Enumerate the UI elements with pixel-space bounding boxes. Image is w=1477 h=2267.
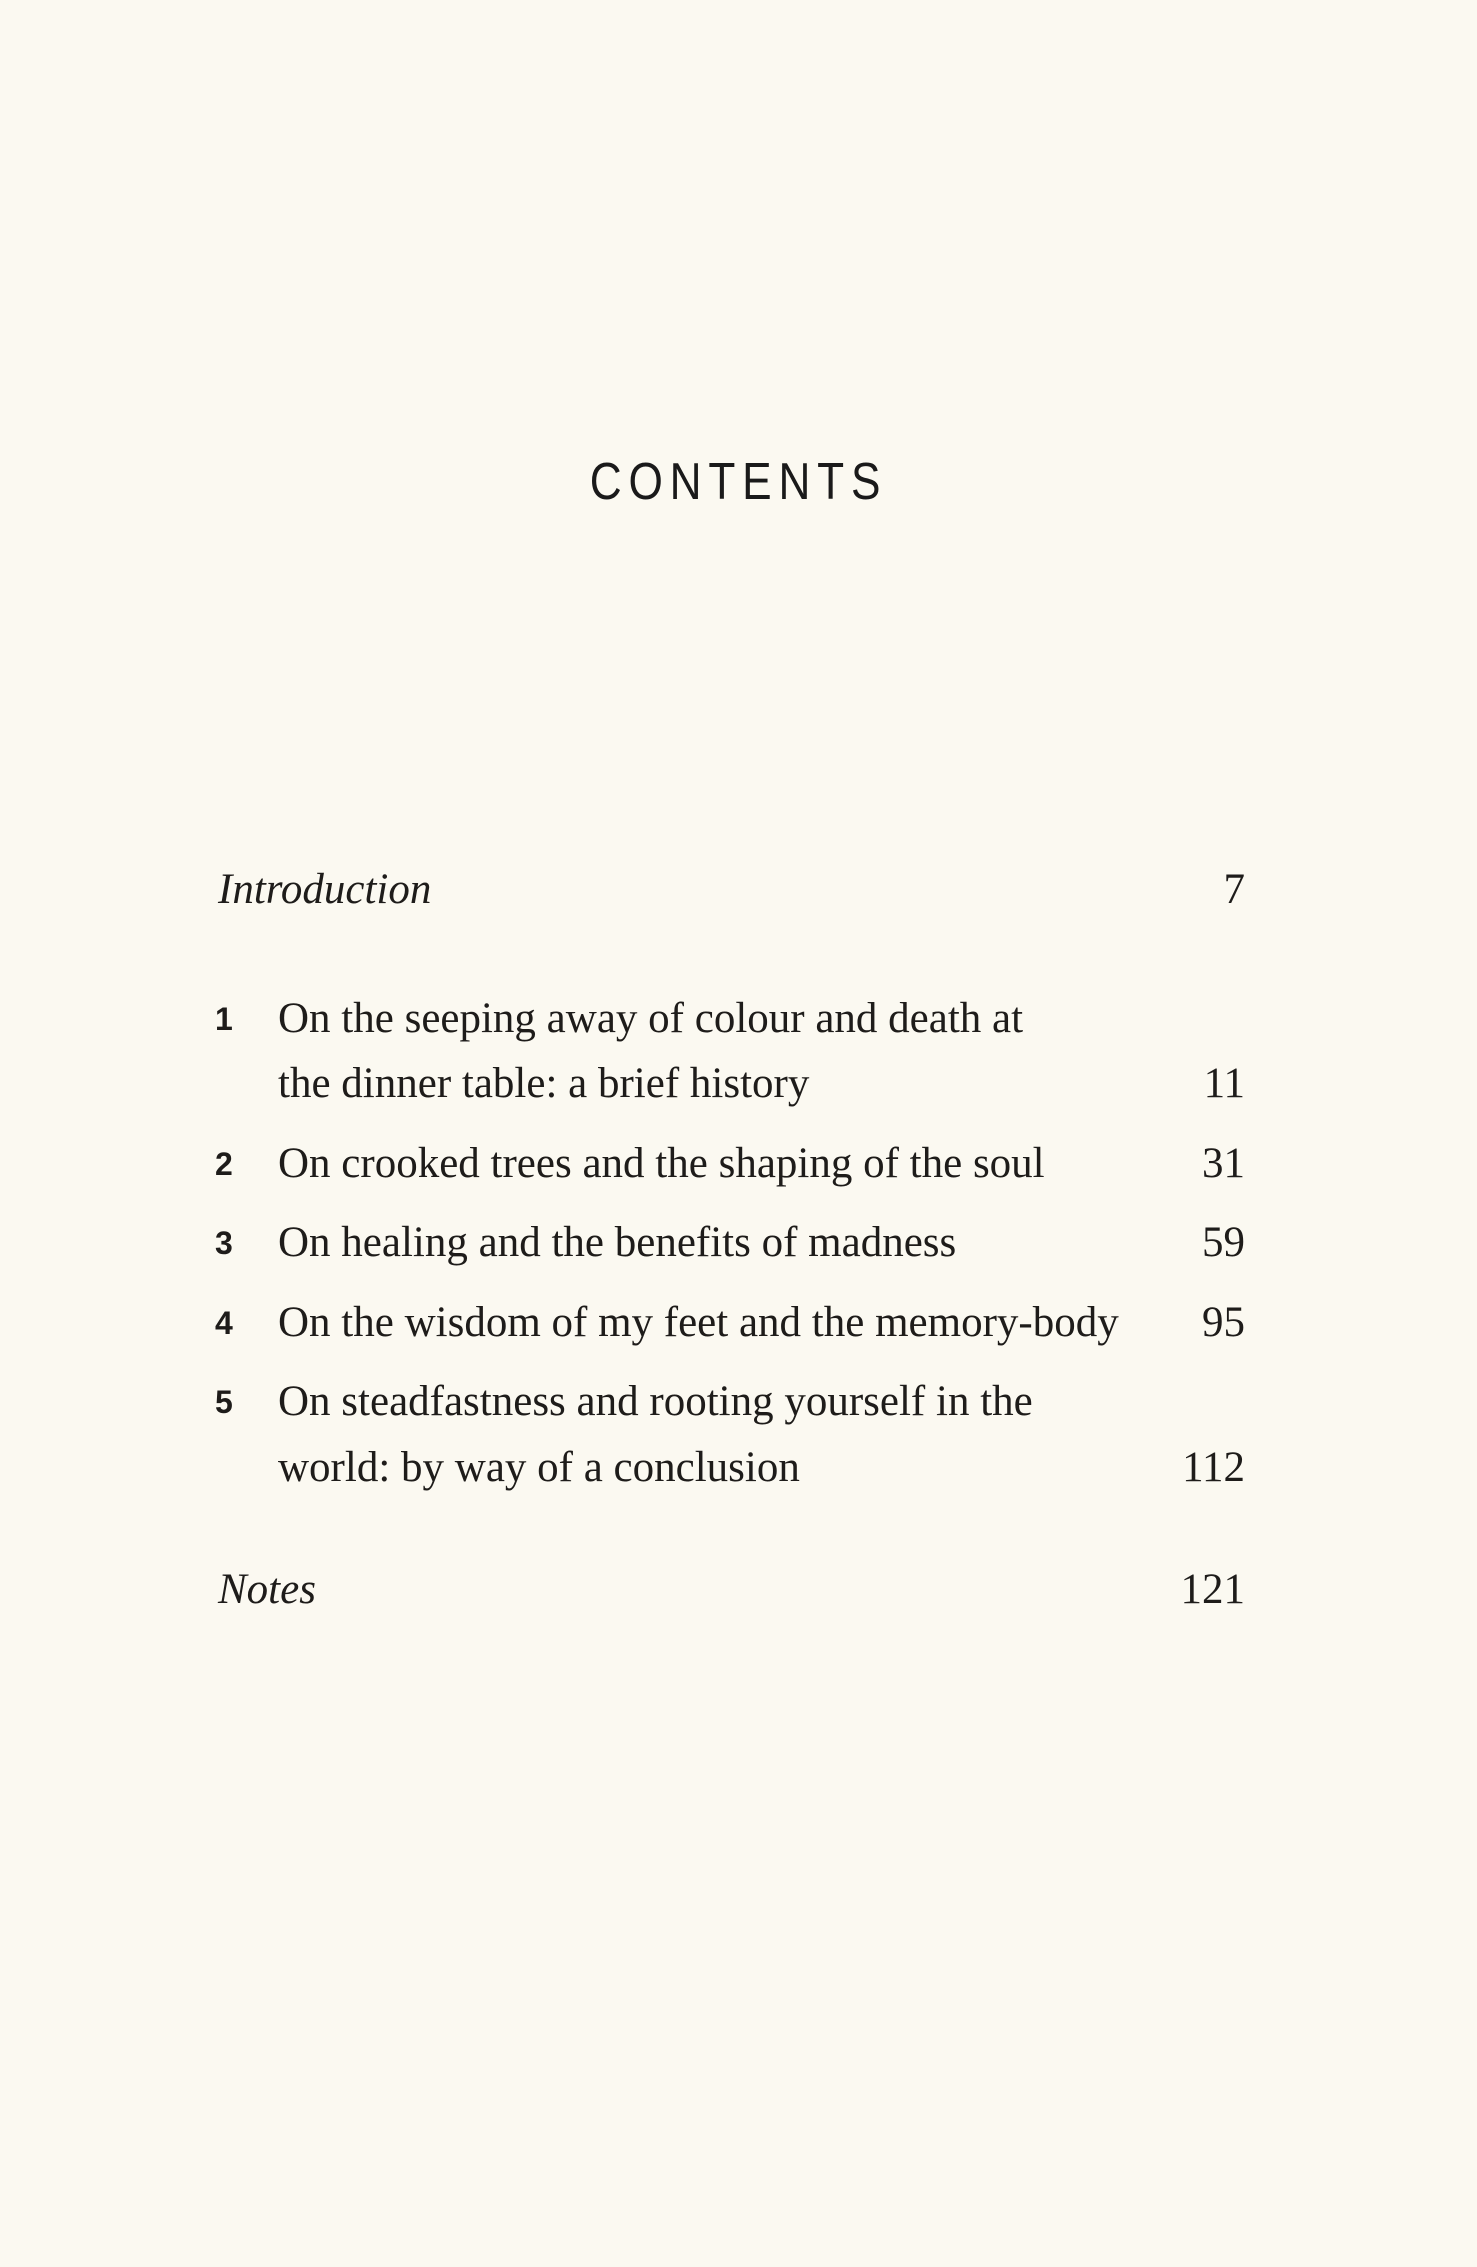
toc-entry-chapter-2[interactable] [0,1136,1477,1192]
entry-page: 121 [1180,1566,1245,1613]
chapter-number: 3 [215,1225,233,1261]
entry-title: world: by way of a conclusion [278,1444,800,1491]
entry-page: 95 [1202,1299,1245,1346]
chapter-number: 2 [215,1146,233,1182]
entry-title: Notes [218,1566,316,1613]
toc-entry-introduction[interactable] [0,862,1477,918]
toc-entry-chapter-3[interactable] [0,1215,1477,1271]
entry-title: On healing and the benefits of madness [278,1219,957,1266]
toc-entry-chapter-5[interactable] [0,1374,1477,1430]
chapter-number: 4 [215,1305,233,1341]
toc-entry-chapter-5-cont[interactable] [0,1440,1477,1496]
toc-entry-chapter-1-cont[interactable] [0,1056,1477,1112]
toc-entry-notes[interactable] [0,1562,1477,1618]
entry-page: 59 [1202,1219,1245,1266]
entry-title: On crooked trees and the shaping of the soul [278,1140,1045,1187]
entry-title: the dinner table: a brief history [278,1060,810,1107]
toc-entry-chapter-1[interactable] [0,991,1477,1047]
entry-title: On steadfastness and rooting yourself in the [278,1378,1033,1425]
entry-page: 112 [1182,1444,1245,1491]
entry-page: 11 [1203,1060,1245,1107]
entry-title: Introduction [218,866,432,913]
toc-entry-chapter-4[interactable] [0,1295,1477,1351]
entry-title: On the wisdom of my feet and the memory-body [278,1299,1119,1346]
entry-title: On the seeping away of colour and death at [278,995,1024,1042]
chapter-number: 1 [215,1001,233,1037]
chapter-number: 5 [215,1384,233,1420]
entry-page: 7 [1223,866,1245,913]
contents-heading: CONTENTS [589,453,888,511]
entry-page: 31 [1202,1140,1245,1187]
